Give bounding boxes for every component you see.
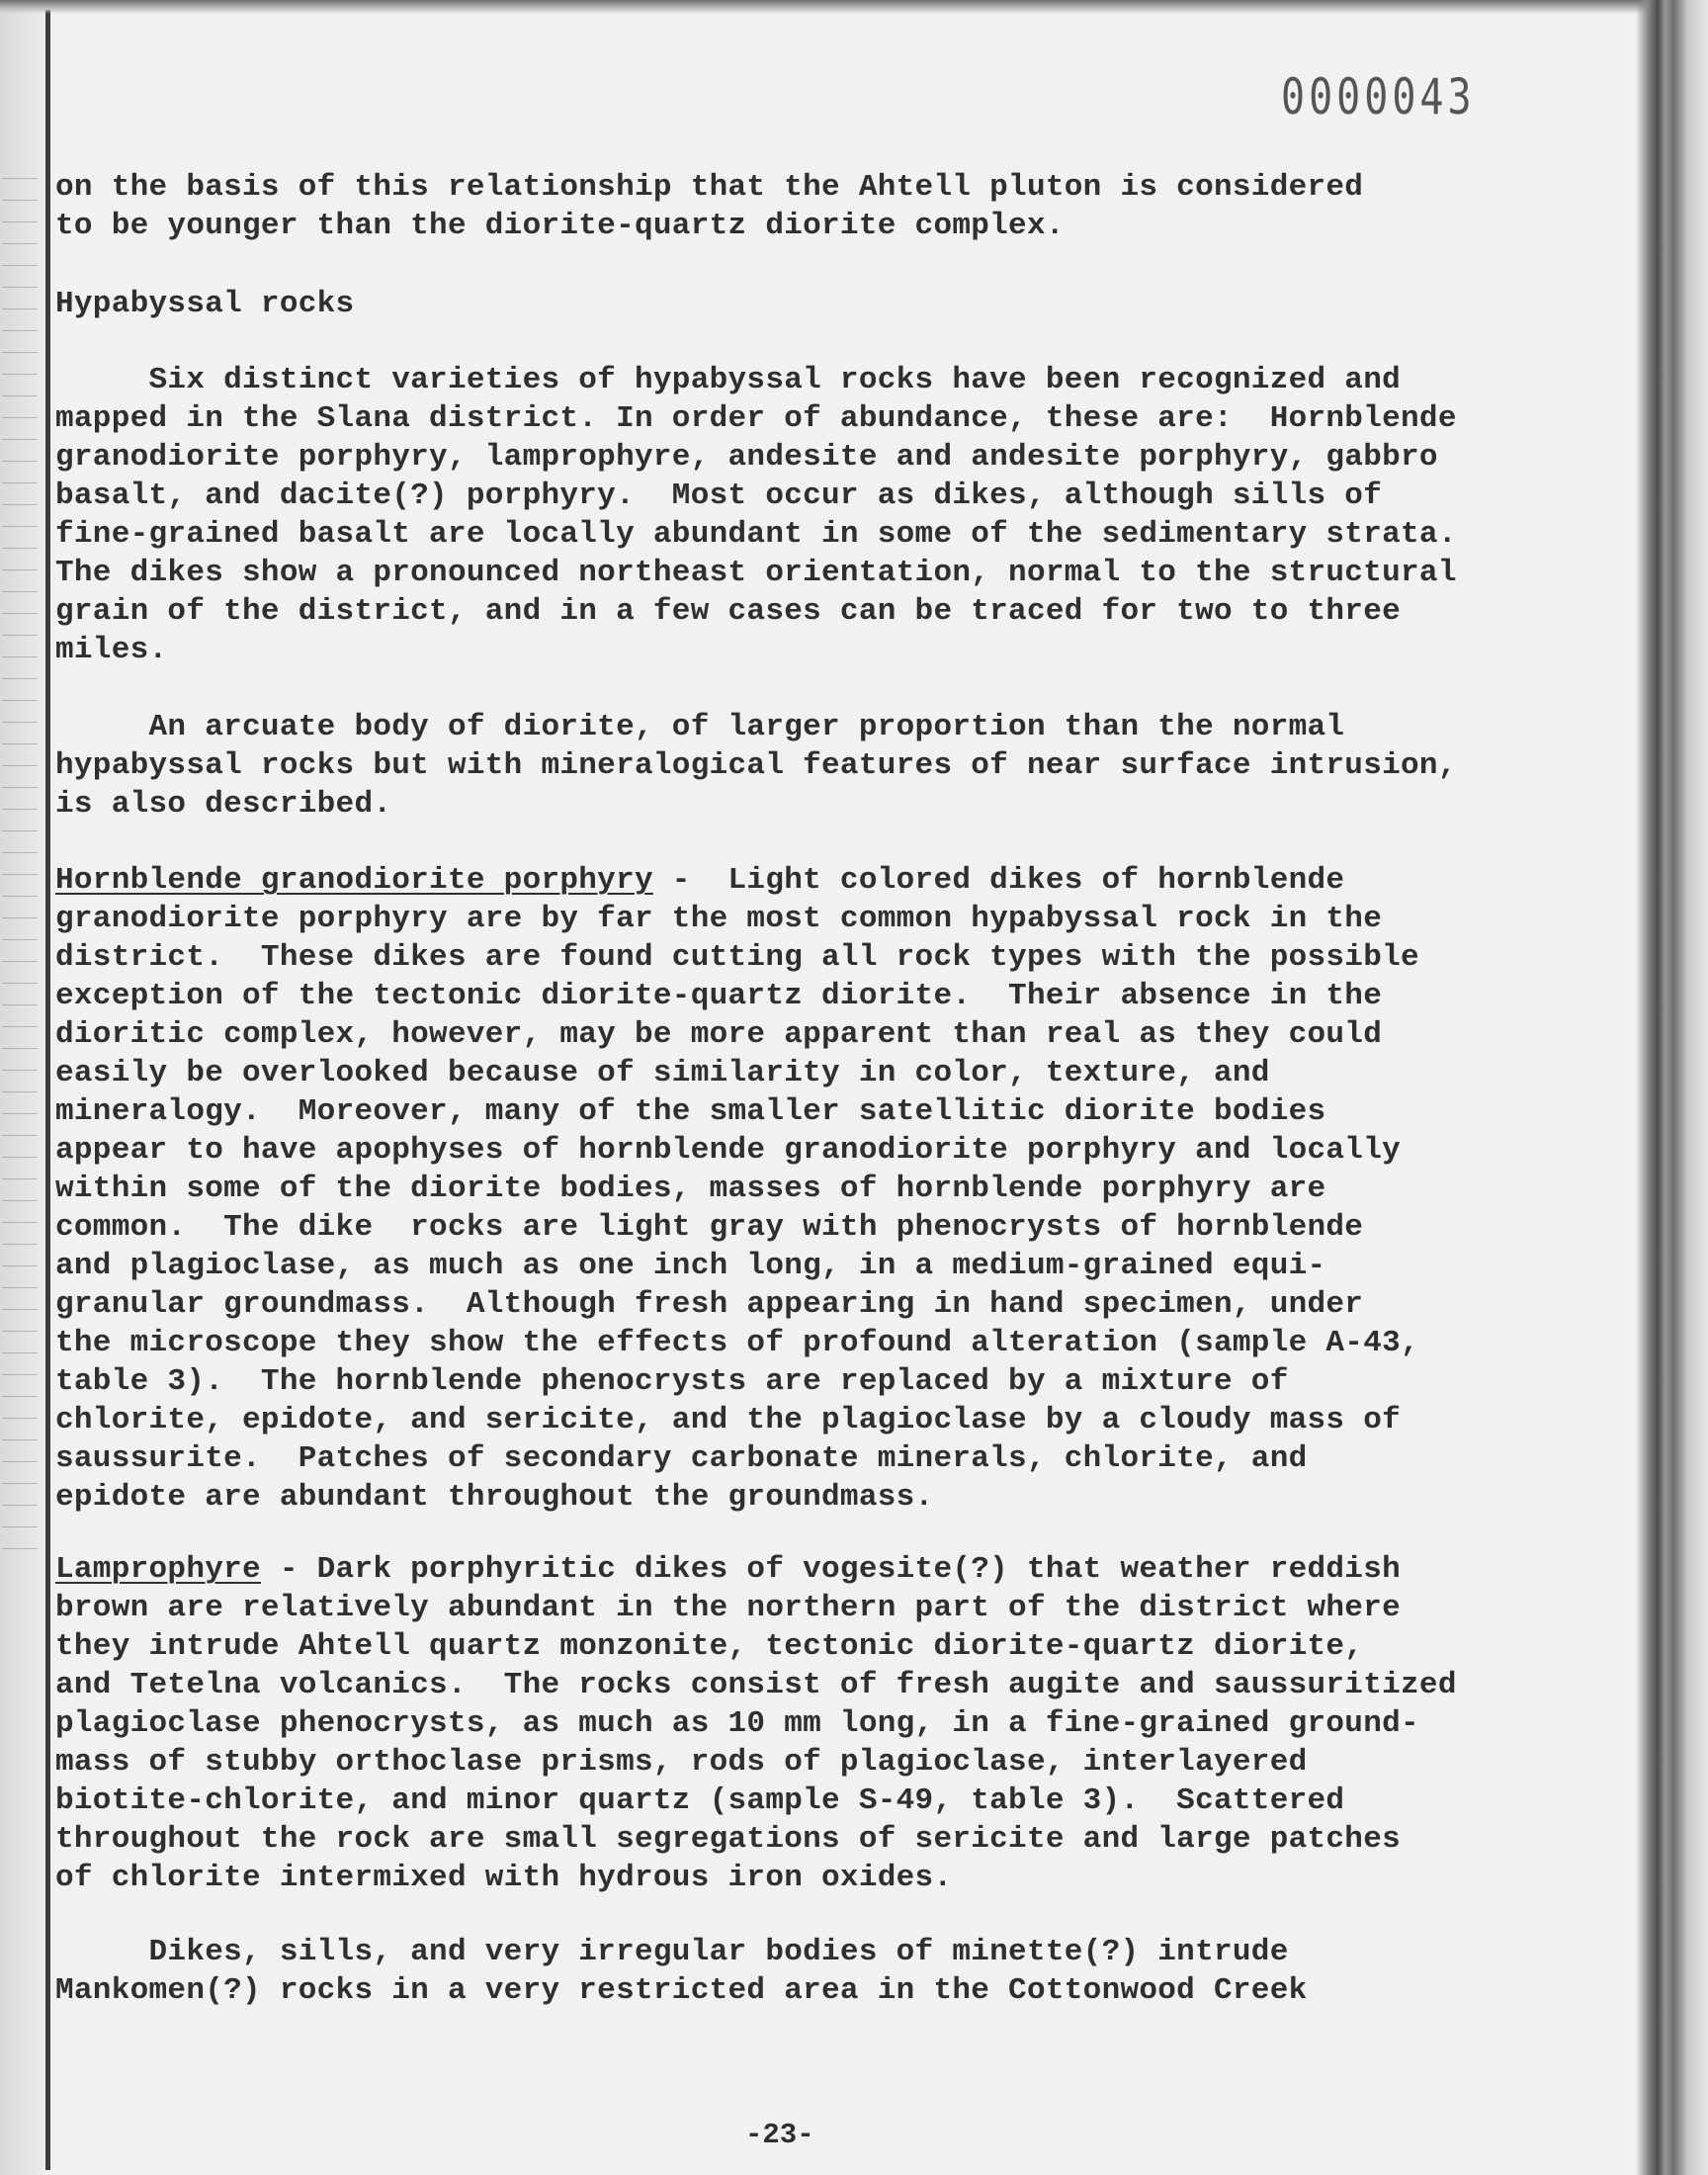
text-line: Mankomen(?) rocks in a very restricted area in the Cottonwood Creek <box>55 1973 1308 2008</box>
paragraph-first-line <box>55 861 1419 900</box>
text-line: mass of stubby orthoclase prisms, rods of plagioclase, interlayered <box>55 1745 1308 1780</box>
text-line: common. The dike rocks are light gray with phenocrysts of hornblende <box>55 1210 1364 1245</box>
text-line: basalt, and dacite(?) porphyry. Most occur as dikes, although sills of <box>55 478 1383 513</box>
text-line: easily be overlooked because of similarity in color, texture, and <box>55 1056 1270 1090</box>
heading-continuation: - Light colored dikes of hornblende <box>652 863 1345 898</box>
text-line: the microscope they show the effects of profound alteration (sample A-43, <box>55 1326 1419 1360</box>
text-line: and plagioclase, as much as one inch long, in a medium-grained equi- <box>55 1249 1326 1283</box>
text-line: dioritic complex, however, may be more apparent than real as they could <box>55 1017 1383 1052</box>
text-line: saussurite. Patches of secondary carbonate minerals, chlorite, and <box>55 1441 1308 1476</box>
text-line: plagioclase phenocrysts, as much as 10 mm long, in a fine-grained ground- <box>55 1706 1419 1741</box>
paragraph-continued <box>55 168 1363 245</box>
text-line: and Tetelna volcanics. The rocks consist of fresh augite and saussuritized <box>55 1668 1457 1702</box>
text-line: brown are relatively abundant in the northern part of the district where <box>55 1591 1402 1625</box>
text-line: fine-grained basalt are locally abundant in some of the sedimentary strata. <box>55 517 1457 552</box>
text-line: throughout the rock are small segregations of sericite and large patches <box>55 1822 1402 1857</box>
binder-marks <box>2 178 38 1562</box>
scan-top-edge <box>0 0 1708 14</box>
text-line: of chlorite intermixed with hydrous iron oxides. <box>55 1861 953 1895</box>
paragraph-hornblende-porphyry <box>55 861 1419 1517</box>
text-line: district. These dikes are found cutting all rock types with the possible <box>55 940 1419 975</box>
text-line: Dikes, sills, and very irregular bodies of minette(?) intrude <box>55 1935 1289 1969</box>
paragraph-arcuate-diorite <box>55 708 1457 824</box>
text-line: within some of the diorite bodies, masses of hornblende porphyry are <box>55 1172 1326 1206</box>
text-line: grain of the district, and in a few cases can be traced for two to three <box>55 594 1402 629</box>
text-line: mapped in the Slana district. In order of abundance, these are: Hornblende <box>55 401 1457 436</box>
paragraph-lamprophyre <box>55 1550 1457 1897</box>
text-line: biotite-chlorite, and minor quartz (sample S-49, table 3). Scattered <box>55 1784 1345 1818</box>
text-line: granodiorite porphyry are by far the most common hypabyssal rock in the <box>55 902 1383 936</box>
text-line: Hypabyssal rocks <box>55 287 355 321</box>
section-heading <box>55 285 354 323</box>
heading-continuation: - Dark porphyritic dikes of vogesite(?) that weather reddish <box>260 1552 1402 1587</box>
document-number: 0000043 <box>1281 69 1476 127</box>
text-line: An arcuate body of diorite, of larger proportion than the normal <box>55 710 1345 744</box>
scan-right-edge <box>1636 0 1708 2175</box>
paragraph-hypabyssal-intro <box>55 361 1457 669</box>
paragraph-minette <box>55 1933 1308 2010</box>
text-line: is also described. <box>55 787 392 822</box>
text-line: on the basis of this relationship that the Ahtell pluton is considered <box>55 170 1364 205</box>
text-line: The dikes show a pronounced northeast orientation, normal to the structural <box>55 556 1457 590</box>
page-number: -23- <box>745 2119 814 2151</box>
run-in-heading: Lamprophyre <box>55 1552 261 1587</box>
text-line: they intrude Ahtell quartz monzonite, tectonic diorite-quartz diorite, <box>55 1629 1364 1664</box>
run-in-heading: Hornblende granodiorite porphyry <box>55 863 653 898</box>
text-line: exception of the tectonic diorite-quartz diorite. Their absence in the <box>55 979 1383 1013</box>
binding-edge-line <box>45 10 50 2170</box>
text-line: mineralogy. Moreover, many of the smaller satellitic diorite bodies <box>55 1094 1326 1129</box>
text-line: to be younger than the diorite-quartz diorite complex. <box>55 209 1065 243</box>
text-line: chlorite, epidote, and sericite, and the plagioclase by a cloudy mass of <box>55 1403 1402 1437</box>
text-line: hypabyssal rocks but with mineralogical features of near surface intrusion, <box>55 748 1457 783</box>
text-line: granular groundmass. Although fresh appearing in hand specimen, under <box>55 1287 1364 1322</box>
text-line: table 3). The hornblende phenocrysts are replaced by a mixture of <box>55 1364 1289 1399</box>
text-line: miles. <box>55 633 168 667</box>
text-line: Six distinct varieties of hypabyssal rocks have been recognized and <box>55 363 1402 397</box>
text-line: epidote are abundant throughout the groundmass. <box>55 1480 934 1515</box>
text-line: granodiorite porphyry, lamprophyre, andesite and andesite porphyry, gabbro <box>55 440 1438 475</box>
text-line: appear to have apophyses of hornblende granodiorite porphyry and locally <box>55 1133 1402 1168</box>
paragraph-first-line <box>55 1550 1457 1589</box>
